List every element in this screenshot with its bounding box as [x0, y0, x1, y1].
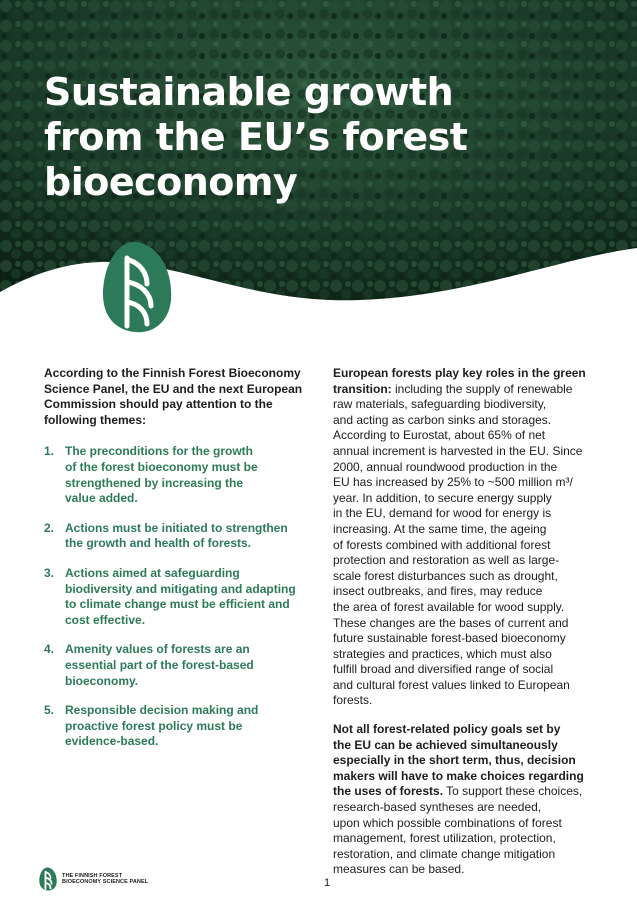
theme-item: 1. The preconditions for the growth of the forest bioeconomy must be strengthened by increasing the value added.: [44, 444, 258, 506]
hero-banner: [0, 0, 637, 330]
leaf-logo-icon: [101, 240, 173, 334]
body-column: [333, 366, 618, 891]
themes-list: [44, 444, 319, 750]
paragraph-policy-goals: Not all forest-related policy goals set by the EU can be achieved simultaneously especially in the short term, thus, decision makers will have to make choices regarding the uses of forests. To support these choices, research-based syntheses are needed, upon which possible combinations of forest management, forest utilization, protection, restoration, and climate change mitigation measures can be based.: [333, 722, 584, 877]
page-title: Sustainable growth from the EU’s forest bioeconomy: [44, 70, 468, 204]
theme-item: 4. Amenity values of forests are an essential part of the forest-based bioeconomy.: [44, 642, 254, 688]
intro-text: According to the Finnish Forest Bioeconomy Science Panel, the EU and the next European Commission should pay attention to the following themes:: [44, 366, 303, 427]
footer-logo: [38, 867, 148, 891]
footer-org-name: THE FINNISH FOREST BIOECONOMY SCIENCE PANEL: [62, 872, 149, 885]
themes-column: [44, 366, 319, 764]
leaf-logo-small-icon: [38, 867, 58, 891]
theme-item: 3. Actions aimed at safeguarding biodiversity and mitigating and adapting to climate change must be efficient and cost effective.: [44, 565, 296, 627]
theme-item: 2. Actions must be initiated to strengthen the growth and health of forests.: [44, 520, 288, 551]
theme-item: 5. Responsible decision making and proactive forest policy must be evidence-based.: [44, 703, 259, 749]
paragraph-green-transition: European forests play key roles in the green transition: including the supply of renewable raw materials, safeguarding biodiversity, and acting as carbon sinks and storages. According to Eurostat, about 65% of net annual increment is harvested in the EU. Since 2000, annual roundwood production in the EU has increased by 25% to ~500 million m³/ year. In addition, to secure energy supply in the EU, demand for wood for energy is increasing. At the same time, the ageing of forests combined with additional forest protection and restoration as well as large- scale forest disturbances such as drought, insect outbreaks, and fires, may reduce the area of forest available for wood supply. These changes are the bases of current and future sustainable forest-based bioeconomy strategies and practices, which must also fulfill broad and diversified range of social and cultural forest values linked to European forests.: [333, 366, 586, 708]
page-number: 1: [324, 877, 331, 889]
